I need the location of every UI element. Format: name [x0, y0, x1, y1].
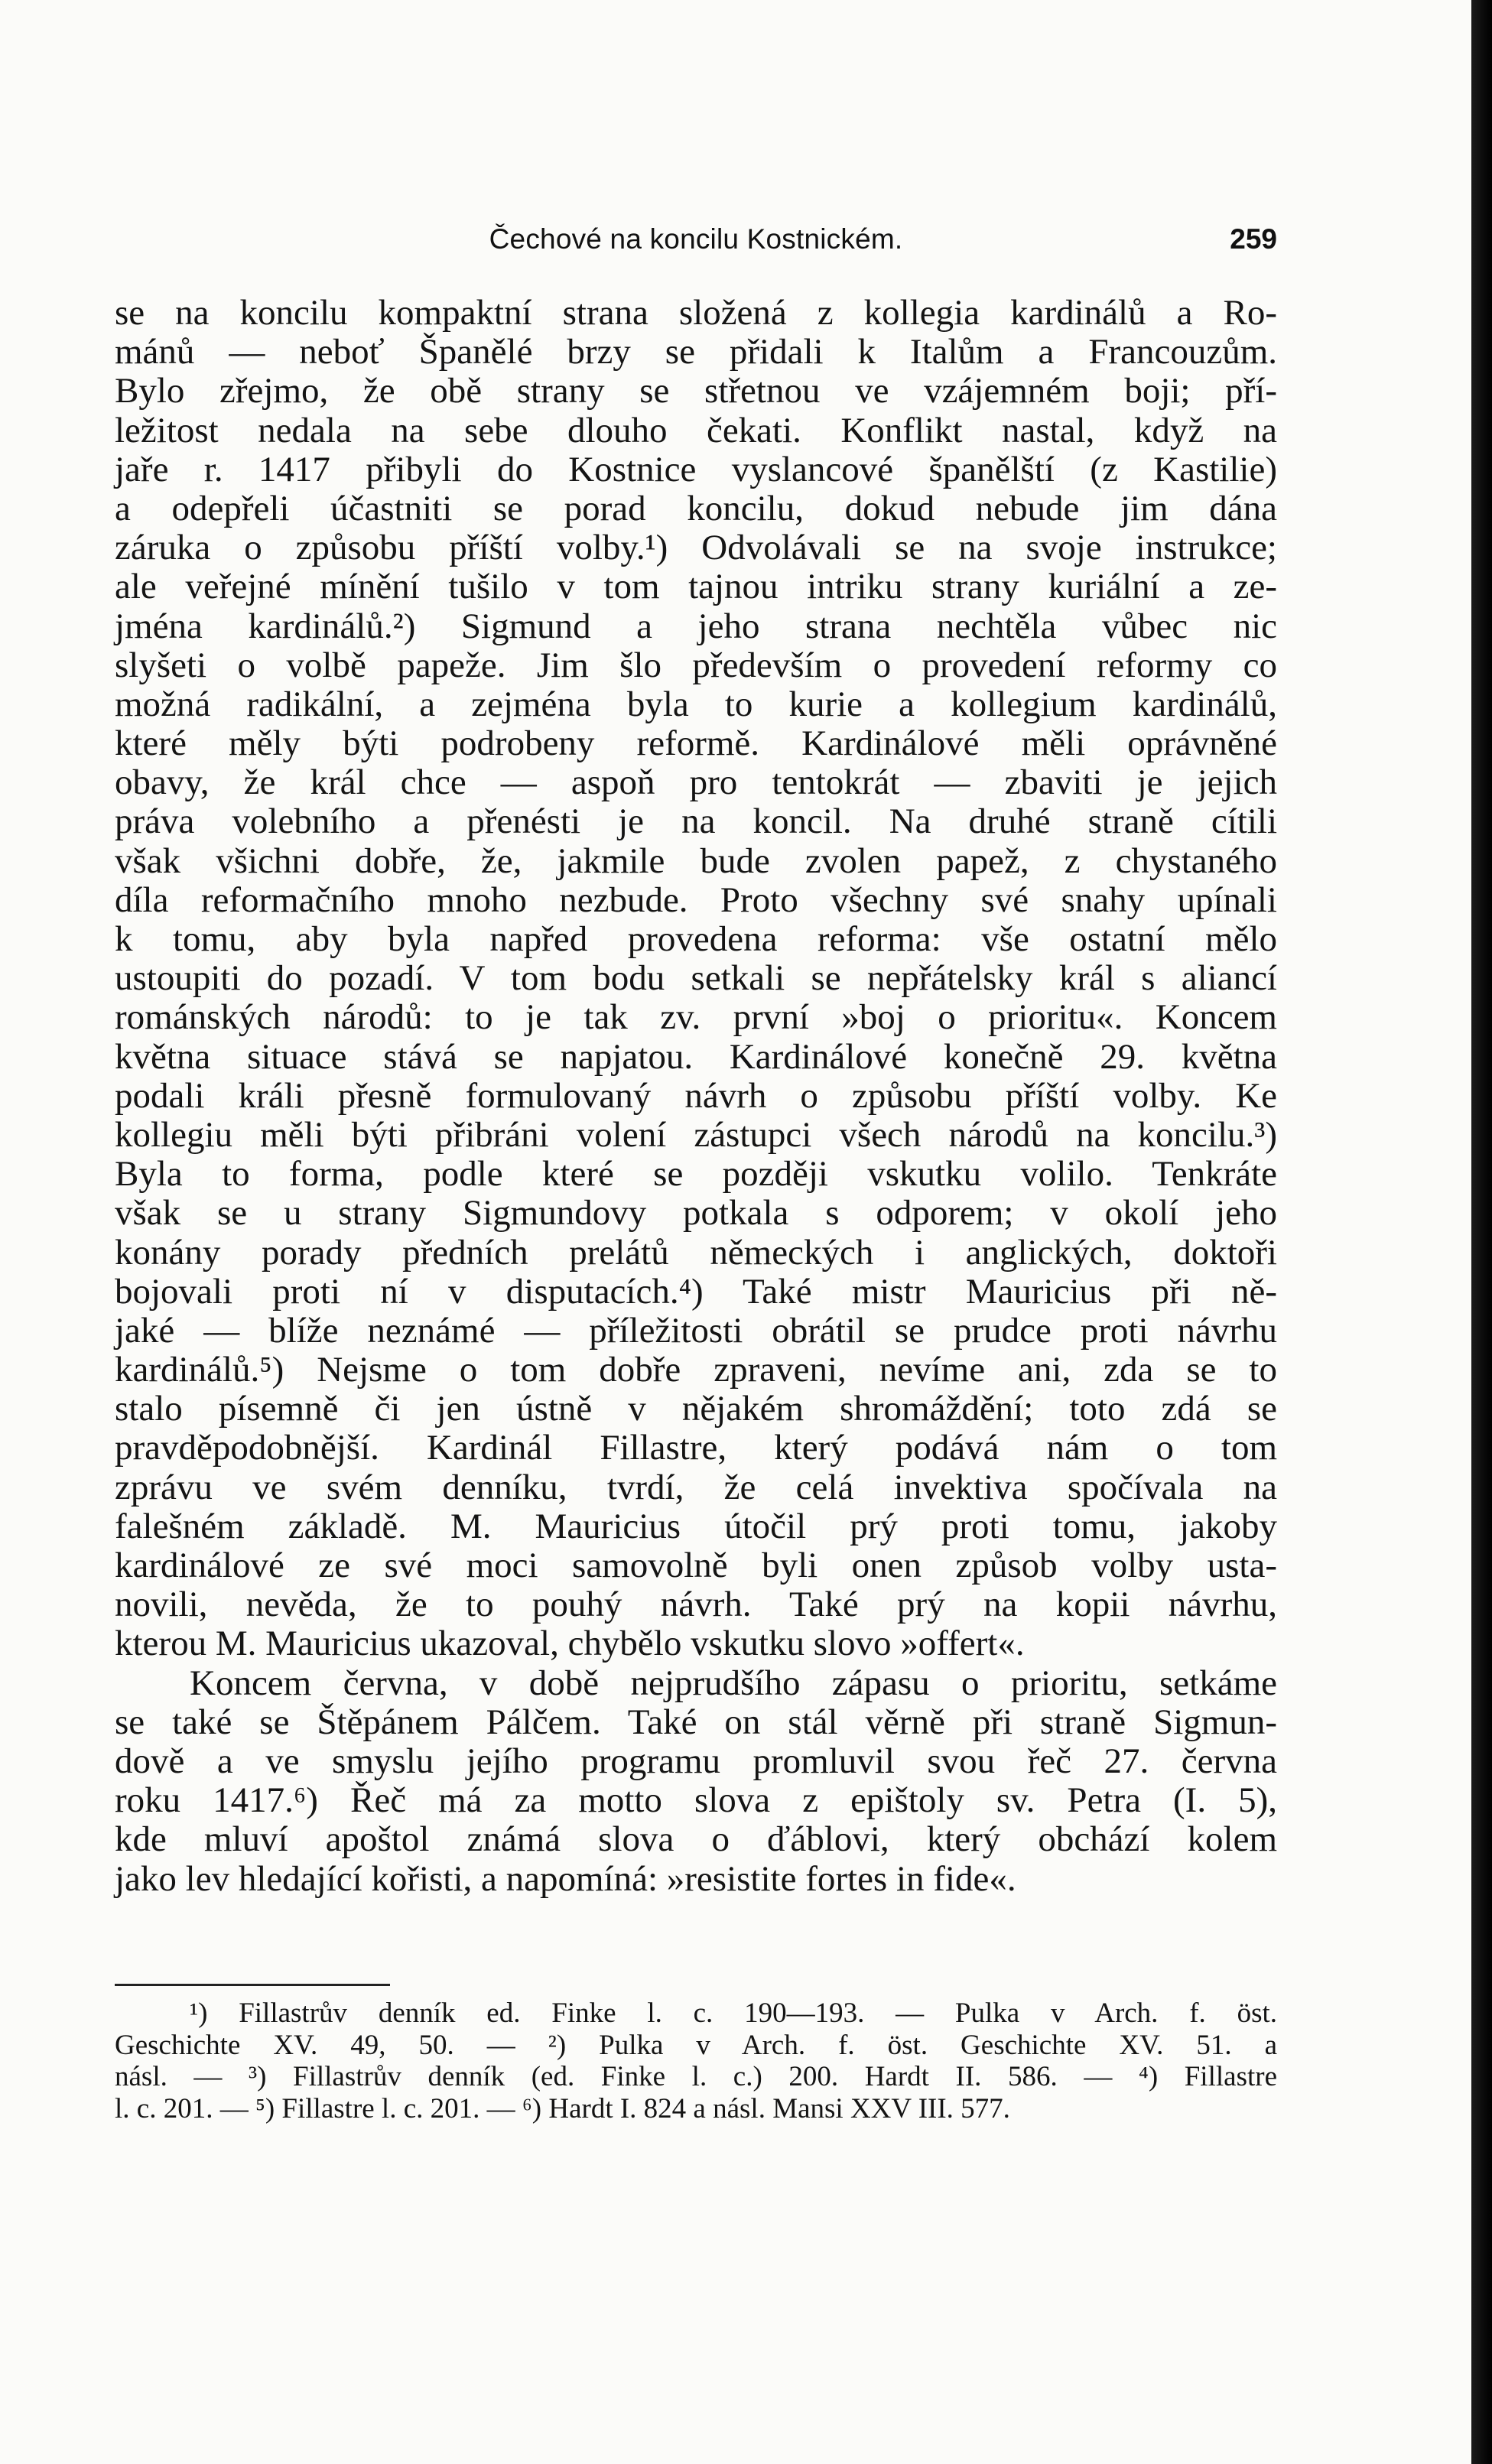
text-line: kardinálů.⁵) Nejsme o tom dobře zpraveni, nevíme ani, zda se to	[115, 1350, 1277, 1390]
text-line: a odepřeli účastniti se porad koncilu, dokud nebude jim dána	[115, 488, 1277, 528]
text-line: května situace stává se napjatou. Kardinálové konečně 29. května	[115, 1036, 1277, 1077]
footnote-line: Geschichte XV. 49, 50. — ²) Pulka v Arch. f. öst. Geschichte XV. 51. a	[115, 2029, 1277, 2061]
text-line: k tomu, aby byla napřed provedena reforma: vše ostatní mělo	[115, 919, 1277, 959]
text-line: kollegiu měli býti přibráni volení zástupci všech národů na koncilu.³)	[115, 1114, 1277, 1155]
text-line: možná radikální, a zejména byla to kurie a kollegium kardinálů,	[115, 684, 1277, 724]
text-line: však všichni dobře, že, jakmile bude zvolen papež, z chystaného	[115, 840, 1277, 881]
text-line: jako lev hledající kořisti, a napomíná: »resistite fortes in fide«.	[115, 1858, 1016, 1899]
text-line: kardinálové ze své moci samovolně byli onen způsob volby usta-	[115, 1546, 1277, 1585]
text-line: ale veřejné mínění tušilo v tom tajnou intriku strany kuriální a ze-	[115, 567, 1277, 607]
text-line: zprávu ve svém denníku, tvrdí, že celá invektiva spočívala na	[115, 1467, 1277, 1507]
text-line: se na koncilu kompaktní strana složená z kollegia kardinálů a Ro-	[115, 293, 1277, 333]
page-number: 259	[1230, 223, 1277, 255]
text-line: dově a ve smyslu jejího programu promluvil svou řeč 27. června	[115, 1741, 1277, 1781]
page-header	[115, 223, 1277, 262]
text-line: bojovali proti ní v disputacích.⁴) Také mistr Mauricius při ně-	[115, 1271, 1277, 1312]
text-line: stalo písemně či jen ústně v nějakém shromáždění; toto zdá se	[115, 1389, 1277, 1429]
text-line: ležitost nedala na sebe dlouho čekati. Konflikt nastal, když na	[115, 410, 1277, 450]
text-line: mánů — neboť Španělé brzy se přidali k Italům a Francouzům.	[115, 332, 1277, 372]
footnote-line: ¹) Fillastrův denník ed. Finke l. c. 190—193. — Pulka v Arch. f. öst.	[190, 1998, 1277, 2029]
text-line: však se u strany Sigmundovy potkala s odporem; v okolí jeho	[115, 1193, 1277, 1234]
text-line: obavy, že král chce — aspoň pro tentokrát — zbaviti je jejich	[115, 762, 1277, 803]
text-line: které měly býti podrobeny reformě. Kardinálové měli oprávněné	[115, 723, 1277, 764]
text-line: se také se Štěpánem Pálčem. Také on stál věrně při straně Sigmun-	[115, 1702, 1277, 1742]
text-line: záruka o způsobu příští volby.¹) Odvolávali se na svoje instrukce;	[115, 528, 1277, 568]
text-line: slyšeti o volbě papeže. Jim šlo především o provedení reformy co	[115, 645, 1277, 685]
text-line: jaké — blíže neznámé — příležitosti obrátil se prudce proti návrhu	[115, 1310, 1277, 1351]
text-line: práva volebního a přenésti je na koncil. Na druhé straně cítili	[115, 801, 1277, 842]
text-line: díla reformačního mnoho nezbude. Proto všechny své snahy upínali	[115, 879, 1277, 920]
scan-edge	[1471, 0, 1492, 2464]
footnote-line: l. c. 201. — ⁵) Fillastre l. c. 201. — ⁶) Hardt I. 824 a násl. Mansi XXV III. 577.	[115, 2092, 1010, 2124]
footnotes	[115, 1998, 1277, 2124]
paragraph-start-line: Koncem června, v době nejprudšího zápasu o prioritu, setkáme	[190, 1663, 1277, 1703]
text-line: konány porady předních prelátů německých i anglických, doktoři	[115, 1232, 1277, 1273]
text-line: Bylo zřejmo, že obě strany se střetnou ve vzájemném boji; pří-	[115, 371, 1277, 411]
text-line: románských národů: to je tak zv. první »boj o prioritu«. Koncem	[115, 997, 1277, 1038]
text-line: Byla to forma, podle které se později vskutku volilo. Tenkráte	[115, 1154, 1277, 1195]
text-line: kde mluví apoštol známá slova o ďáblovi, který obchází kolem	[115, 1819, 1277, 1860]
text-line: roku 1417.⁶) Řeč má za motto slova z epištoly sv. Petra (I. 5),	[115, 1780, 1277, 1821]
footnote-divider	[115, 1984, 390, 1986]
footnote-line: násl. — ³) Fillastrův denník (ed. Finke l. c.) 200. Hardt II. 586. — ⁴) Fillastre	[115, 2061, 1277, 2092]
text-line: podali králi přesně formulovaný návrh o způsobu příští volby. Ke	[115, 1075, 1277, 1116]
text-line: pravděpodobnější. Kardinál Fillastre, který podává nám o tom	[115, 1428, 1277, 1468]
running-title: Čechové na koncilu Kostnickém.	[489, 223, 903, 255]
text-line: jaře r. 1417 přibyli do Kostnice vyslancové španělští (z Kastilie)	[115, 449, 1277, 489]
text-line: falešném základě. M. Mauricius útočil prý proti tomu, jakoby	[115, 1506, 1277, 1546]
main-text	[115, 294, 1277, 1899]
text-line: novili, nevěda, že to pouhý návrh. Také prý na kopii návrhu,	[115, 1585, 1277, 1625]
text-line: ustoupiti do pozadí. V tom bodu setkali se nepřátelsky král s aliancí	[115, 958, 1277, 999]
text-line: jména kardinálů.²) Sigmund a jeho strana nechtěla vůbec nic	[115, 606, 1277, 646]
text-line: kterou M. Mauricius ukazoval, chybělo vskutku slovo »offert«.	[115, 1624, 1025, 1664]
